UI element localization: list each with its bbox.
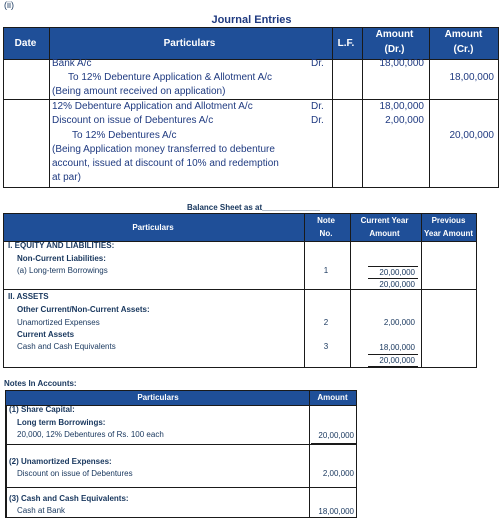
bs-other-assets-heading: Other Current/Non-Current Assets: <box>17 305 150 314</box>
bs-header-particulars: Particulars <box>132 223 174 232</box>
bs-total-2: 20,00,000 <box>379 356 415 365</box>
entry2-narration-2: account, issued at discount of 10% and redemption <box>52 158 279 169</box>
bs-ncl-heading: Non-Current Liabilities: <box>17 254 106 263</box>
entry1-dr-amount: 18,00,000 <box>379 58 424 69</box>
bs-unamortized-amount: 2,00,000 <box>383 318 415 327</box>
bs-header-note-line2: No. <box>319 229 333 238</box>
notes-header-amount: Amount <box>317 393 348 402</box>
journal-header-date: Date <box>14 38 37 49</box>
bs-header-cy-line1: Current Year <box>360 216 409 225</box>
note2-amount: 2,00,000 <box>322 469 354 478</box>
bs-equity-heading: I. EQUITY AND LIABILITIES: <box>8 241 115 250</box>
bs-unamortized-note: 2 <box>323 318 329 327</box>
bs-total-1: 20,00,000 <box>379 280 415 289</box>
entry2-dr-mark-2: Dr. <box>311 115 324 126</box>
note3-amount: 18,00,000 <box>318 507 354 516</box>
entry2-cr-amount: 20,00,000 <box>449 130 494 141</box>
bs-header-py-line2: Year Amount <box>423 229 474 238</box>
notes-header-particulars: Particulars <box>137 393 179 402</box>
entry2-credit-account: To 12% Debentures A/c <box>72 130 177 141</box>
bs-cash-label: Cash and Cash Equivalents <box>17 342 116 351</box>
entry1-debit-account: Bank A/c <box>52 58 92 69</box>
entry2-dr-amount-2: 2,00,000 <box>385 115 424 126</box>
bs-header-py-line1: Previous <box>431 216 466 225</box>
entry2-dr-amount-1: 18,00,000 <box>379 101 424 112</box>
balance-sheet-title: Balance Sheet as at_____________ <box>187 203 320 212</box>
entry2-debit-account-2: Discount on issue of Debentures A/c <box>52 115 214 126</box>
note1-amount: 20,00,000 <box>318 431 354 440</box>
bs-current-assets-heading: Current Assets <box>17 330 75 339</box>
note1-item: 20,000, 12% Debentures of Rs. 100 each <box>17 430 164 439</box>
journal-header-lf: L.F. <box>337 38 355 49</box>
entry2-dr-mark-1: Dr. <box>311 101 324 112</box>
bs-cash-note: 3 <box>323 342 329 351</box>
entry2-narration-3: at par) <box>52 172 81 183</box>
note3-item: Cash at Bank <box>17 506 66 515</box>
entry1-cr-amount: 18,00,000 <box>449 72 494 83</box>
entry1-narration: (Being amount received on application) <box>52 86 226 97</box>
journal-header-particulars: Particulars <box>163 38 216 49</box>
journal-header-dr-line2: (Dr.) <box>384 44 405 55</box>
bs-unamortized-label: Unamortized Expenses <box>17 318 100 327</box>
bs-ltb-amount: 20,00,000 <box>379 268 415 277</box>
notes-title: Notes In Accounts: <box>4 379 77 388</box>
bs-cash-amount: 18,00,000 <box>379 343 415 352</box>
note1-title: (1) Share Capital: <box>9 405 75 414</box>
bs-header-cy-line2: Amount <box>369 229 400 238</box>
part-label: (ii) <box>4 0 14 10</box>
journal-header-dr-line1: Amount <box>375 29 414 40</box>
journal-title: Journal Entries <box>211 14 292 26</box>
journal-header-cr-line2: (Cr.) <box>453 44 474 55</box>
entry1-dr-mark: Dr. <box>311 58 324 69</box>
note2-title: (2) Unamortized Expenses: <box>9 457 112 466</box>
bs-ltb-label: (a) Long-term Borrowings <box>17 266 108 275</box>
note2-item: Discount on issue of Debentures <box>17 469 133 478</box>
entry2-debit-account-1: 12% Debenture Application and Allotment A/c <box>52 101 253 112</box>
journal-header-cr-line1: Amount <box>444 29 483 40</box>
note1-subtitle: Long term Borrowings: <box>17 418 106 427</box>
entry2-narration-1: (Being Application money transferred to debenture <box>52 144 275 155</box>
bs-ltb-note: 1 <box>323 266 329 275</box>
bs-header-note-line1: Note <box>317 216 335 225</box>
note3-title: (3) Cash and Cash Equivalents: <box>9 494 129 503</box>
bs-assets-heading: II. ASSETS <box>8 292 49 301</box>
entry1-credit-account: To 12% Debenture Application & Allotment A/c <box>68 72 273 83</box>
